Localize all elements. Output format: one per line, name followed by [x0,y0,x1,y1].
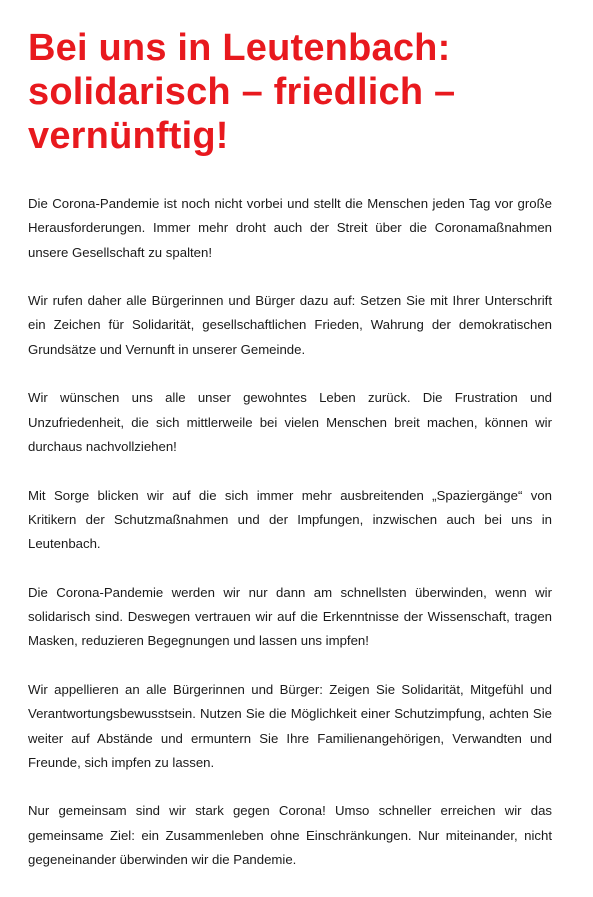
title-line: solidarisch – friedlich – [28,71,456,113]
paragraph: Mit Sorge blicken wir auf die sich immer mehr ausbreitenden „Spaziergänge“ von Kritikern der Schutzmaßnahmen und der Impfungen, inzwischen auch bei uns in Leutenbach. [28,487,552,552]
paragraph: Die Corona-Pandemie ist noch nicht vorbei und stellt die Menschen jeden Tag vor große Herausforderungen. Immer mehr droht auch der Streit über die Coronamaßnahmen unsere Gesellschaft zu spalten! [28,196,552,260]
paragraph: Nur gemeinsam sind wir stark gegen Corona! Umso schneller erreichen wir das gemeinsame Ziel: ein Zusammenleben ohne Einschränkungen. Nur miteinander, nicht gegeneinander überwinden wir die Pandemie. [28,803,552,868]
paragraph: Wir wünschen uns alle unser gewohntes Leben zurück. Die Frustration und Unzufriedenheit, die sich mittlerweile bei vielen Menschen breit machen, können wir durchaus nachvollziehen! [28,390,552,454]
page-title [28,26,553,158]
title-line: Bei uns in Leutenbach: [28,27,451,69]
paragraph: Die Corona-Pandemie werden wir nur dann am schnellsten überwinden, wenn wir solidarisch sind. Deswegen vertrauen wir auf die Erkenntnisse der Wissenschaft, tragen Masken, reduzieren Begegnungen und lassen uns impfen! [28,584,552,649]
paragraph: Wir rufen daher alle Bürgerinnen und Bürger dazu auf: Setzen Sie mit Ihrer Unterschrift ein Zeichen für Solidarität, gesellschaftlichen Frieden, Wahrung der demokratischen Grundsätze und Vernunft in unserer Gemeinde. [28,293,552,357]
title-line: vernünftig! [28,115,229,157]
body-text [28,192,552,897]
paragraph: Wir appellieren an alle Bürgerinnen und Bürger: Zeigen Sie Solidarität, Mitgefühl und Verantwortungsbewusstsein. Nutzen Sie die Möglichkeit einer Schutzimpfung, achten Sie weiter auf Abstände und ermuntern Sie Ihre Familienangehörigen, Verwandten und Freunde, sich impfen zu lassen. [28,681,552,770]
